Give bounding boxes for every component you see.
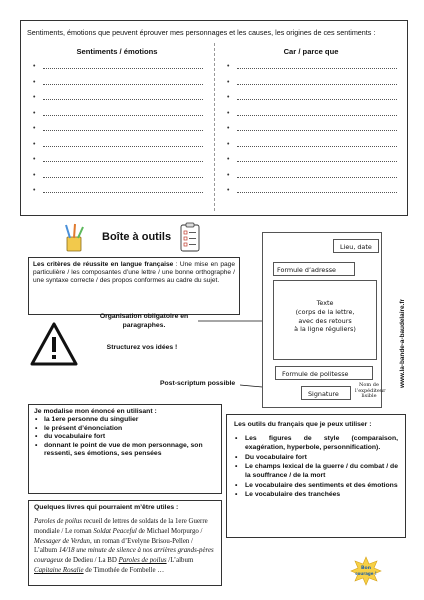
dotted-fill — [43, 146, 203, 147]
modalise-box — [28, 404, 222, 494]
warning-icon — [30, 322, 78, 366]
causes-column-title: Car / parce que — [283, 47, 339, 56]
bullet: • — [227, 109, 230, 117]
book-title: Soldat Peaceful — [93, 527, 137, 535]
dotted-line[interactable] — [227, 110, 407, 126]
dotted-line[interactable] — [33, 156, 213, 172]
bullet: • — [33, 140, 36, 148]
postscript-label: Post-scriptum possible — [160, 380, 236, 387]
book-title: Capitaine Rosalie — [34, 566, 84, 574]
letter-address-box: Formule d’adresse — [273, 262, 355, 276]
dotted-fill — [43, 161, 203, 162]
list-item: • la 1ere personne du singulier — [34, 416, 216, 425]
dotted-fill — [237, 177, 397, 178]
tools-title: Les outils du français que je peux utiliser : — [234, 421, 372, 428]
book-title: 14/18 une minute de silence à nos arrières grands-pères courageux — [34, 547, 214, 565]
dotted-line[interactable] — [33, 63, 213, 79]
french-tools-box — [226, 414, 406, 538]
letter-sender-note: Nom de l’expéditeur lisible — [355, 382, 386, 400]
watermark-text: www.la-bande-a-baudelaire.fr — [398, 299, 406, 388]
modalise-list — [34, 416, 216, 459]
dotted-fill — [237, 84, 397, 85]
dotted-fill — [237, 192, 397, 193]
dotted-line[interactable] — [227, 79, 407, 95]
modalise-title: Je modalise mon énoncé en utilisant : — [34, 408, 157, 415]
dotted-line[interactable] — [33, 94, 213, 110]
bullet: • — [227, 78, 230, 86]
dotted-line[interactable] — [227, 156, 407, 172]
bullet: • — [33, 78, 36, 86]
list-item: • le présent d’énonciation — [34, 425, 216, 434]
feelings-lines — [21, 63, 213, 203]
criteria-lead: Les critères de réussite en langue française — [33, 261, 174, 268]
feelings-intro: Sentiments, émotions que peuvent éprouver mes personnages et les causes, les origines de ces sentiments : — [27, 28, 376, 37]
bullet: • — [33, 171, 36, 179]
list-item: • donnant le point de vue de mon personnage, son ressenti, ses émotions, ses pensées — [34, 442, 216, 459]
list-item: • Du vocabulaire fort — [234, 453, 398, 462]
dotted-line[interactable] — [227, 187, 407, 203]
bullet: • — [227, 125, 230, 132]
causes-column — [215, 47, 407, 203]
criteria-body: : Une mise en page particulière / les composantes d’une lettre / une bonne orthographe / une syntaxe correcte / des propos conformes au cadre du sujet. — [33, 261, 235, 285]
good-luck-stamp-icon — [350, 556, 382, 586]
letter-body-line: (corps de la lettre, — [295, 307, 355, 316]
books-text-part: , un roman d’Evelyne Brisou-Pellen / L’album — [34, 537, 193, 555]
feelings-column-title: Sentiments / émotions — [76, 47, 158, 56]
bullet: • — [33, 63, 36, 70]
book-title: Messager de Verdun — [34, 537, 91, 545]
books-text-part: de Michael Morpurgo / — [136, 527, 203, 535]
bullet: • — [227, 187, 230, 194]
books-text-part: /L’album — [166, 557, 194, 565]
bullet: • — [227, 63, 230, 70]
dotted-line[interactable] — [227, 63, 407, 79]
dotted-line[interactable] — [227, 125, 407, 141]
dotted-fill — [237, 99, 397, 100]
dotted-fill — [43, 115, 203, 116]
stamp-word: Bon — [361, 566, 371, 571]
bullet: • — [227, 140, 230, 148]
list-item: • Le vocabulaire des sentiments et des émotions — [234, 481, 398, 490]
site-watermark — [388, 299, 406, 388]
dotted-line[interactable] — [33, 187, 213, 203]
letter-layout-diagram — [262, 232, 386, 408]
list-item: • Le vocabulaire des tranchées — [234, 490, 398, 499]
toolbox-title: Boîte à outils — [102, 231, 172, 243]
pencil-cup-icon — [64, 222, 86, 252]
dotted-fill — [43, 130, 203, 131]
dotted-fill — [43, 177, 203, 178]
books-text-part: de Dedieu / La BD — [63, 557, 119, 565]
bullet: • — [33, 156, 36, 163]
dotted-line[interactable] — [33, 172, 213, 188]
dotted-line[interactable] — [227, 94, 407, 110]
dotted-line[interactable] — [227, 141, 407, 157]
bullet: • — [227, 94, 230, 101]
list-item: • du vocabulaire fort — [34, 433, 216, 442]
feelings-column — [21, 47, 213, 203]
organisation-required: Organisation obligatoire en paragraphes. — [99, 313, 189, 329]
book-title: Paroles de poilus — [34, 518, 82, 525]
books-text-part: recueil de lettres de soldats de la 1ere Guerre mondiale / Le roman — [34, 518, 208, 535]
stamp-word: courage ! — [355, 571, 377, 576]
bullet: • — [33, 109, 36, 117]
dotted-fill — [237, 115, 397, 116]
books-text-part: de Timothée de Fombelle … — [83, 566, 165, 574]
letter-signature-box: Signature — [301, 386, 351, 400]
dotted-line[interactable] — [33, 110, 213, 126]
bullet: • — [33, 187, 36, 194]
dotted-fill — [237, 68, 397, 69]
dotted-fill — [43, 84, 203, 85]
toolbox-header — [64, 222, 224, 254]
dotted-fill — [237, 146, 397, 147]
letter-body-line: Texte — [316, 299, 334, 307]
list-item: • Les figures de style (comparaison, exagération, hyperbole, personnification). — [234, 434, 398, 452]
dotted-line[interactable] — [33, 79, 213, 95]
dotted-fill — [237, 161, 397, 162]
success-criteria-box — [28, 257, 240, 315]
checklist-icon — [180, 222, 200, 252]
dotted-fill — [43, 99, 203, 100]
dotted-line[interactable] — [33, 141, 213, 157]
bullet: • — [227, 171, 230, 179]
dotted-fill — [43, 192, 203, 193]
list-item: • Le champs lexical de la guerre / du combat / de la souffrance / de la mort — [234, 462, 398, 480]
bullet: • — [33, 94, 36, 101]
dotted-fill — [237, 130, 397, 131]
books-box — [28, 500, 222, 586]
bullet: • — [227, 156, 230, 163]
bullet: • — [33, 125, 36, 132]
feelings-table — [20, 20, 408, 216]
letter-body-box — [273, 280, 377, 360]
dotted-line[interactable] — [33, 125, 213, 141]
books-text — [34, 517, 216, 576]
causes-lines — [215, 63, 407, 203]
tools-list — [234, 434, 398, 499]
book-title: Paroles de poilus — [118, 557, 167, 565]
books-title: Quelques livres qui pourraient m’être utiles : — [34, 504, 179, 511]
letter-date-box: Lieu, date — [333, 239, 379, 253]
structure-ideas: Structurez vos idées ! — [106, 344, 178, 351]
dotted-line[interactable] — [227, 172, 407, 188]
dotted-fill — [43, 68, 203, 69]
letter-politeness-box: Formule de politesse — [275, 366, 373, 380]
letter-body-line: à la ligne réguliers) — [294, 325, 356, 334]
letter-body-line: avec des retours — [298, 316, 352, 325]
